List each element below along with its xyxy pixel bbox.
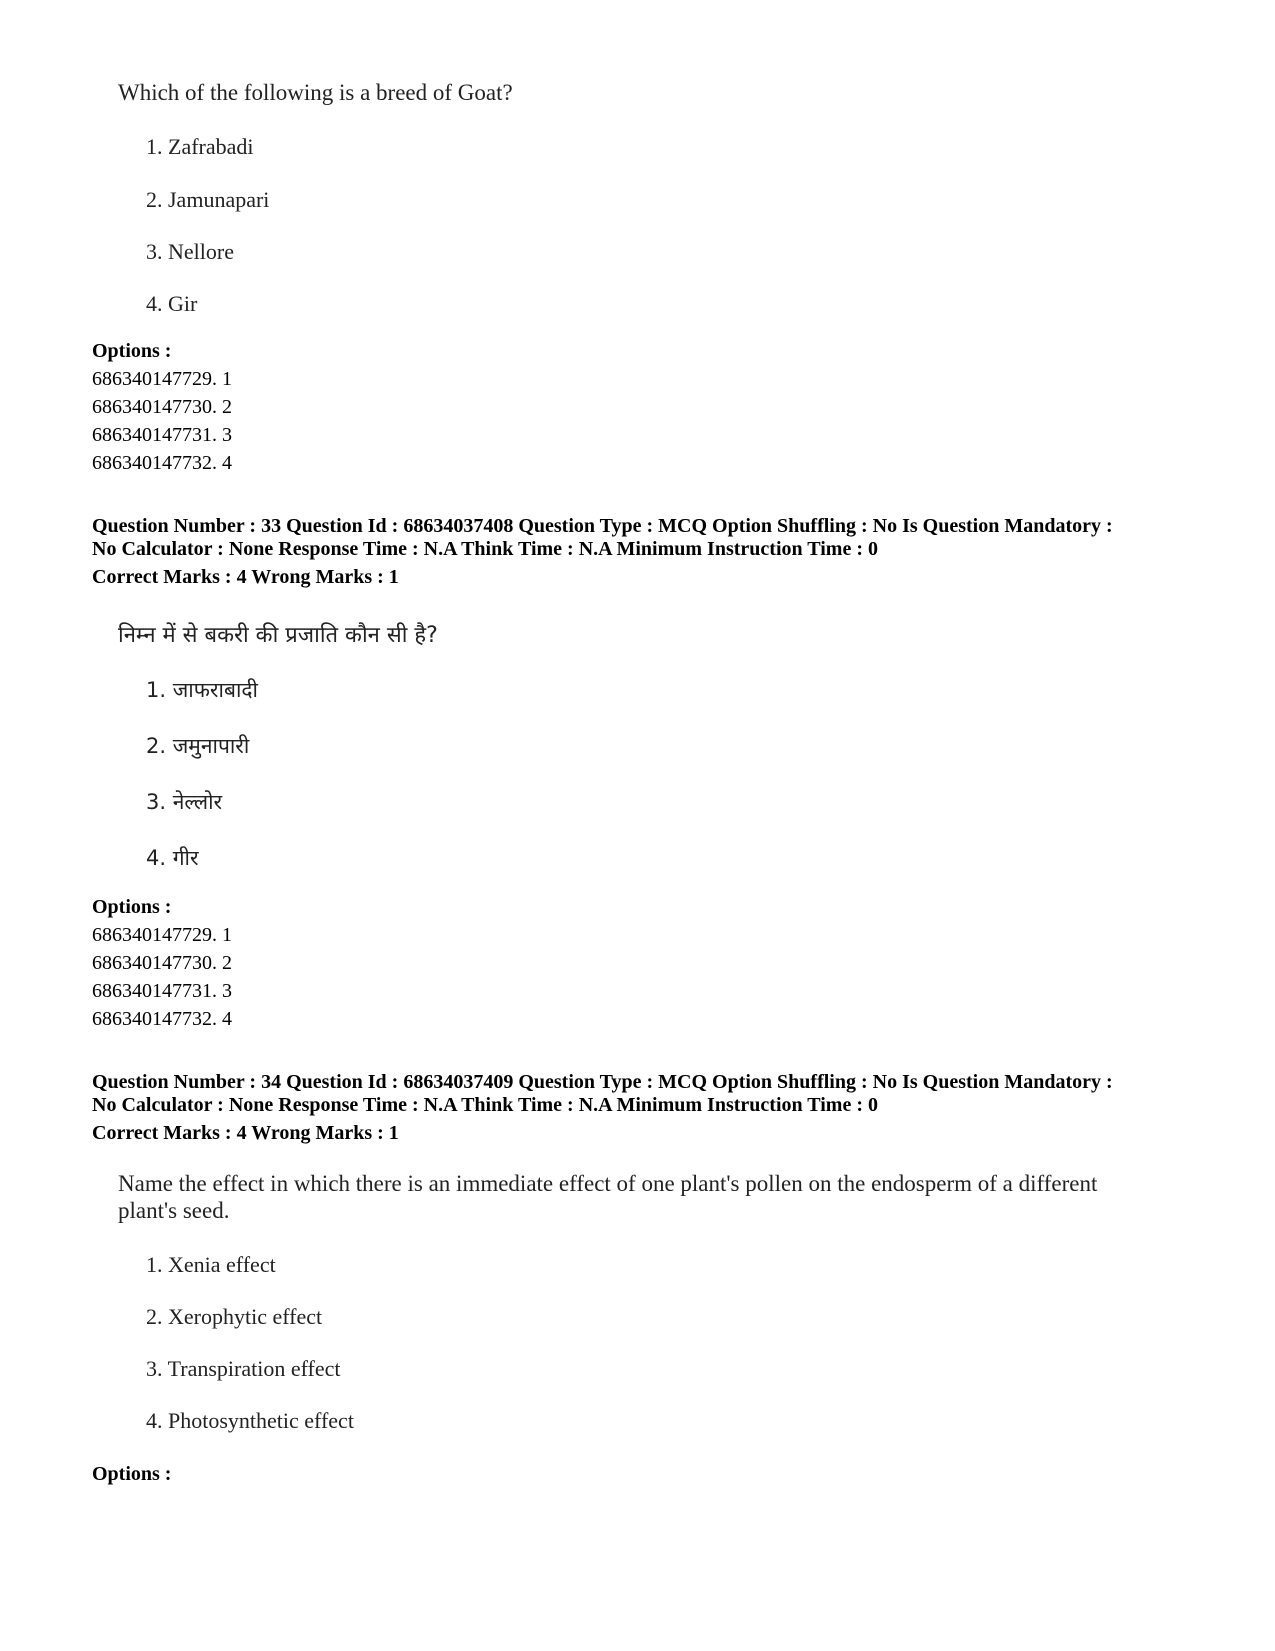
option-line: 686340147731. 3 (92, 980, 232, 1002)
choice-item: 4. Photosynthetic effect (146, 1408, 354, 1433)
choice-item: 3. नेल्लोर (146, 790, 223, 814)
question-text: Which of the following is a breed of Goat? (118, 80, 513, 105)
question-text: निम्न में से बकरी की प्रजाति कौन सी है? (118, 623, 438, 648)
options-label: Options : (92, 896, 172, 918)
option-line: 686340147731. 3 (92, 424, 232, 446)
choice-item: 1. जाफराबादी (146, 678, 258, 702)
question-meta-line: No Calculator : None Response Time : N.A Think Time : N.A Minimum Instruction Time : 0 (92, 1094, 878, 1116)
option-line: 686340147732. 4 (92, 1008, 232, 1030)
choice-item: 2. जमुनापारी (146, 734, 250, 758)
choice-item: 2. Xerophytic effect (146, 1304, 323, 1329)
marks-line: Correct Marks : 4 Wrong Marks : 1 (92, 566, 399, 588)
option-line: 686340147730. 2 (92, 952, 232, 974)
marks-line: Correct Marks : 4 Wrong Marks : 1 (92, 1122, 399, 1144)
question-meta-line: Question Number : 34 Question Id : 68634037409 Question Type : MCQ Option Shuffling : No Is Question Mandatory : (92, 1071, 1113, 1093)
option-line: 686340147732. 4 (92, 452, 232, 474)
question-meta-line: Question Number : 33 Question Id : 68634037408 Question Type : MCQ Option Shuffling : No Is Question Mandatory : (92, 515, 1113, 537)
choice-item: 4. गीर (146, 846, 199, 870)
choice-item: 4. Gir (146, 291, 198, 316)
choice-item: 1. Zafrabadi (146, 134, 254, 159)
choice-item: 3. Nellore (146, 239, 234, 264)
options-label: Options : (92, 1463, 172, 1485)
question-text: Name the effect in which there is an immediate effect of one plant's pollen on the endosperm of a different (118, 1171, 1098, 1196)
question-meta-line: No Calculator : None Response Time : N.A Think Time : N.A Minimum Instruction Time : 0 (92, 538, 878, 560)
choice-item: 3. Transpiration effect (146, 1356, 341, 1381)
option-line: 686340147729. 1 (92, 924, 232, 946)
option-line: 686340147729. 1 (92, 368, 232, 390)
question-text: plant's seed. (118, 1198, 230, 1223)
choice-item: 1. Xenia effect (146, 1252, 276, 1277)
options-label: Options : (92, 340, 172, 362)
option-line: 686340147730. 2 (92, 396, 232, 418)
choice-item: 2. Jamunapari (146, 187, 270, 212)
